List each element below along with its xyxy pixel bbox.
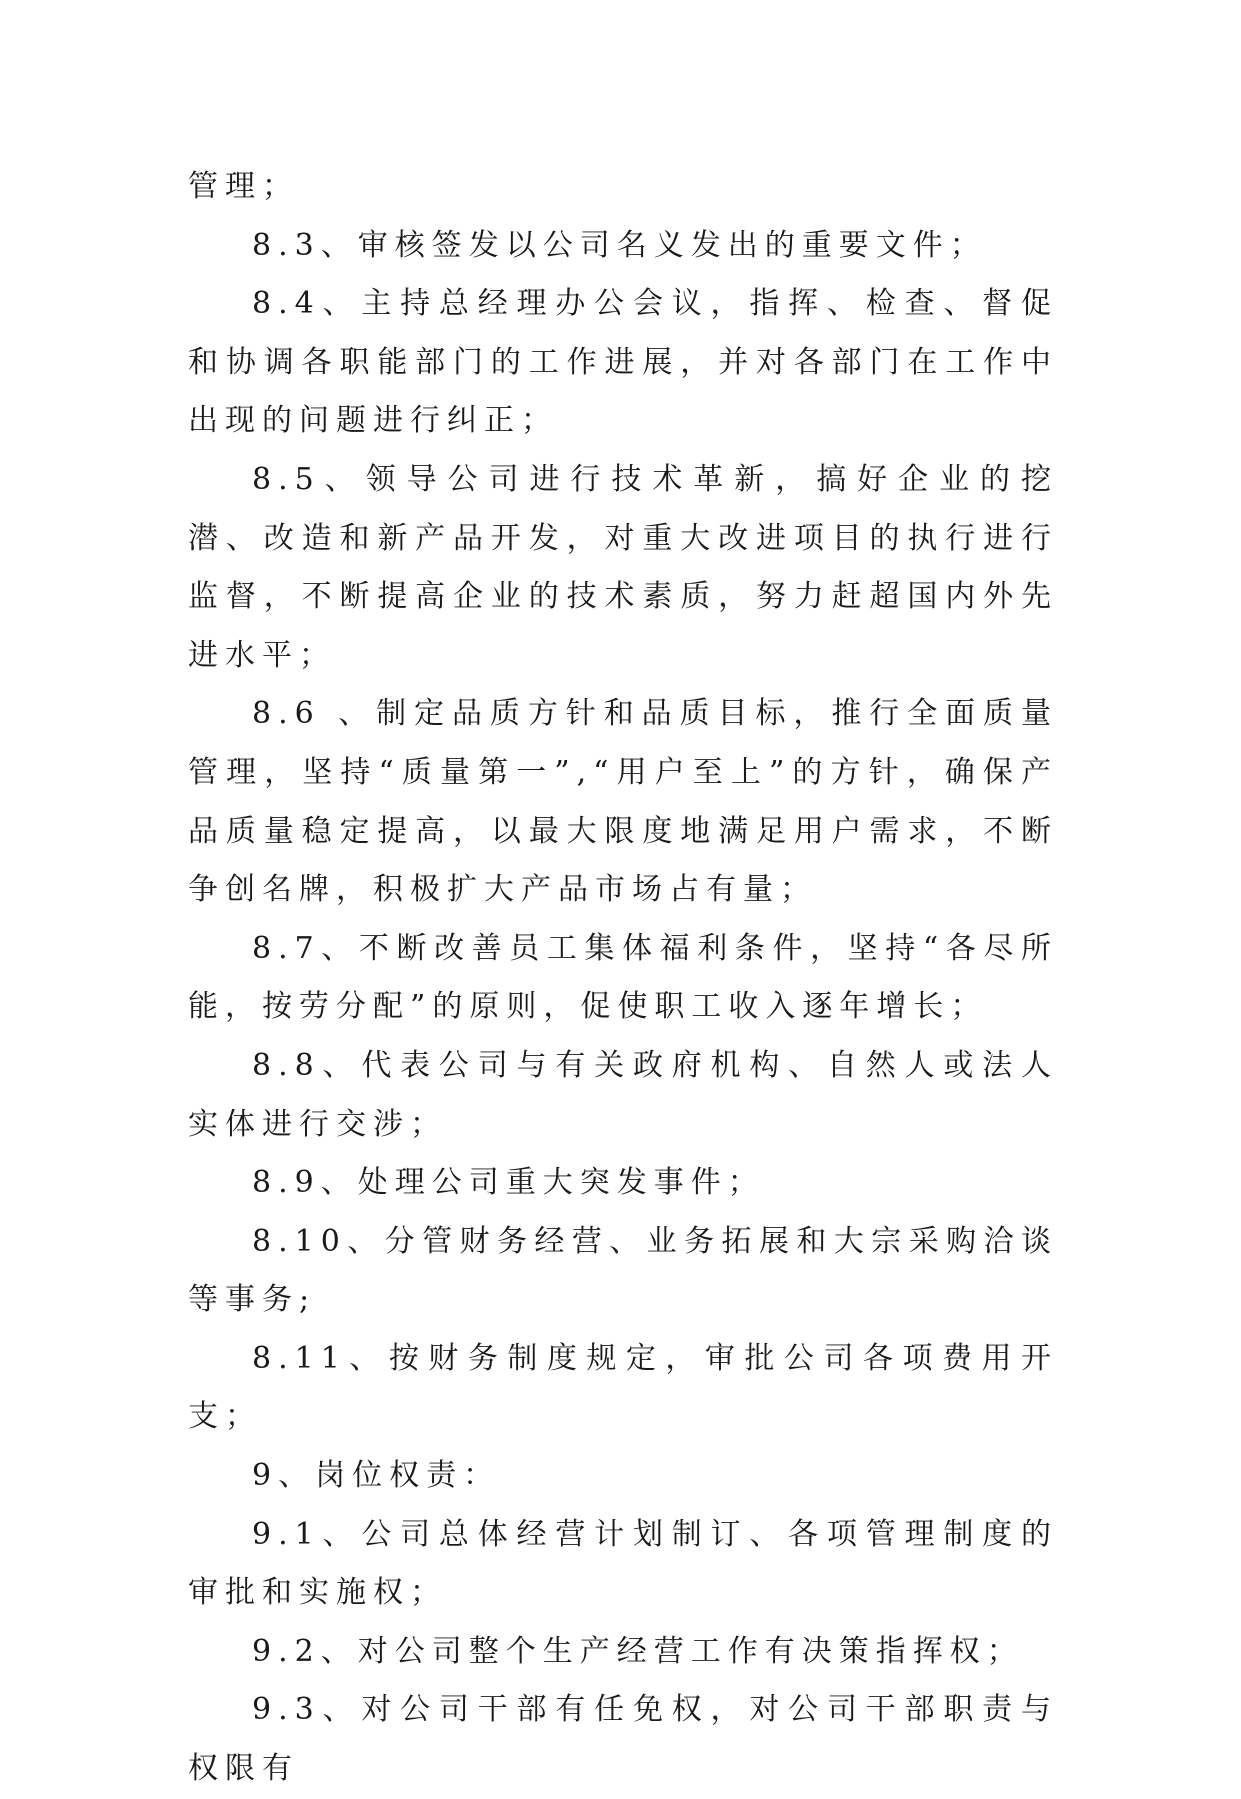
paragraph-continuation: 管理；: [188, 169, 299, 204]
paragraph-8-3: 8.3、审核签发以公司名义发出的重要文件；: [252, 227, 987, 263]
document-body: [188, 158, 1058, 1799]
paragraph-8-4: 8.4、主持总经理办公会议，指挥、检查、督促和协调各职能部门的工作进展，并对各部门在工作中出现的问题进行纠正；: [188, 286, 1058, 439]
paragraph-8-6: 8.6 、制定品质方针和品质目标，推行全面质量管理，坚持“质量第一”,“用户至上”的方针，确保产品质量稳定提高，以最大限度地满足用户需求，不断争创名牌，积极扩大产品市场占有量；: [188, 696, 1058, 908]
paragraph-9-2: 9.2、对公司整个生产经营工作有决策指挥权；: [252, 1633, 1024, 1669]
section-heading-9: 9、岗位权责：: [252, 1458, 501, 1494]
paragraph-8-11: 8.11、按财务制度规定，审批公司各项费用开支；: [188, 1340, 1058, 1435]
paragraph-8-7: 8.7、不断改善员工集体福利条件，坚持“各尽所能，按劳分配”的原则，促使职工收入逐年增长；: [188, 930, 1058, 1025]
paragraph-8-9: 8.9、处理公司重大突发事件；: [252, 1165, 765, 1201]
paragraph-9-3: 9.3、对公司干部有任免权，对公司干部职责与权限有: [188, 1692, 1058, 1787]
paragraph-8-8: 8.8、代表公司与有关政府机构、自然人或法人实体进行交涉；: [188, 1047, 1058, 1142]
paragraph-8-5: 8.5、领导公司进行技术革新，搞好企业的挖潜、改造和新产品开发，对重大改进项目的执行进行监督，不断提高企业的技术素质，努力赶超国内外先进水平；: [188, 461, 1058, 673]
paragraph-8-10: 8.10、分管财务经营、业务拓展和大宗采购洽谈等事务;: [188, 1223, 1058, 1318]
paragraph-9-1: 9.1、公司总体经营计划制订、各项管理制度的审批和实施权；: [188, 1516, 1058, 1611]
